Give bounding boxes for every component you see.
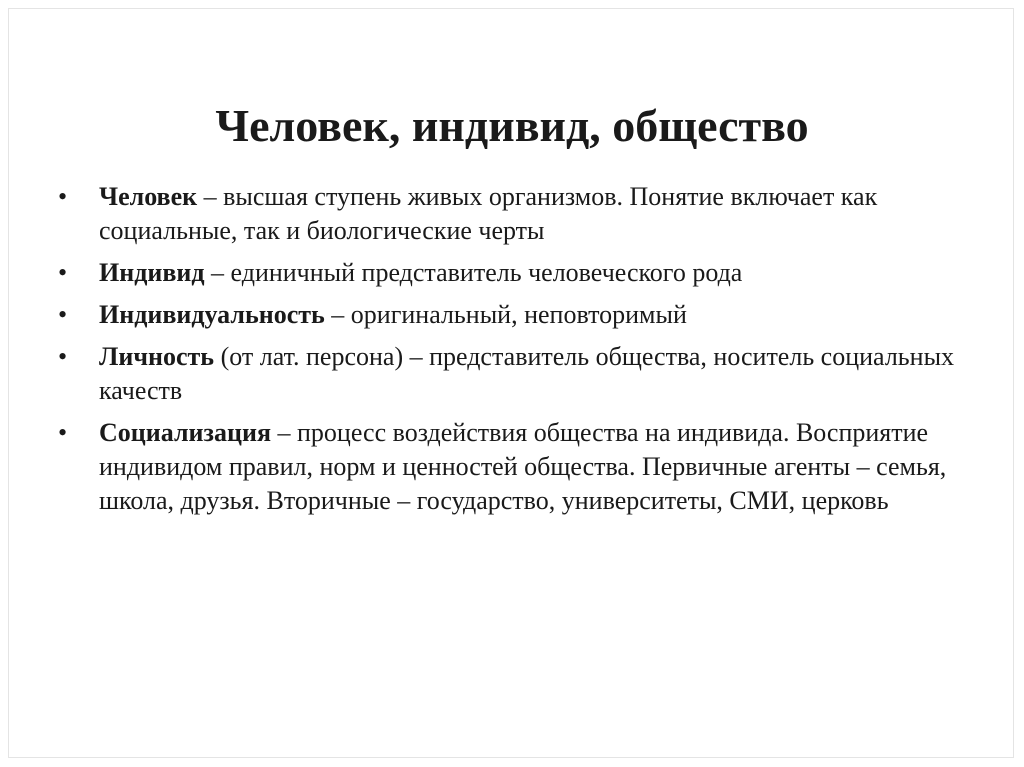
bullet-marker: • bbox=[58, 300, 68, 329]
list-item bbox=[58, 180, 958, 248]
term-label: Человек bbox=[99, 182, 198, 211]
list-item bbox=[58, 298, 958, 332]
slide-title: Человек, индивид, общество bbox=[215, 100, 809, 151]
bullet-marker: • bbox=[58, 342, 68, 371]
term-label: Индивид bbox=[99, 258, 205, 287]
term-definition: – процесс воздействия общества на индивида. Восприятие индивидом правил, норм и ценностей общества. Первичные агенты – семья, школа, друзья. Вторичные – государство, университеты, СМИ, церковь bbox=[99, 418, 947, 515]
bullet-marker: • bbox=[58, 258, 68, 287]
term-label: Индивидуальность bbox=[99, 300, 325, 329]
list-item bbox=[58, 256, 958, 290]
term-definition: (от лат. персона) – представитель общества, носитель социальных качеств bbox=[99, 342, 955, 405]
term-definition: – оригинальный, неповторимый bbox=[324, 300, 687, 329]
bullet-list bbox=[58, 180, 958, 526]
bullet-marker: • bbox=[58, 182, 68, 211]
term-definition: – высшая ступень живых организмов. Понятие включает как социальные, так и биологические черты bbox=[99, 182, 878, 245]
bullet-marker: • bbox=[58, 418, 68, 447]
list-item bbox=[58, 340, 958, 408]
term-label: Личность bbox=[99, 342, 215, 371]
term-label: Социализация bbox=[99, 418, 272, 447]
term-definition: – единичный представитель человеческого рода bbox=[204, 258, 743, 287]
list-item bbox=[58, 416, 958, 518]
